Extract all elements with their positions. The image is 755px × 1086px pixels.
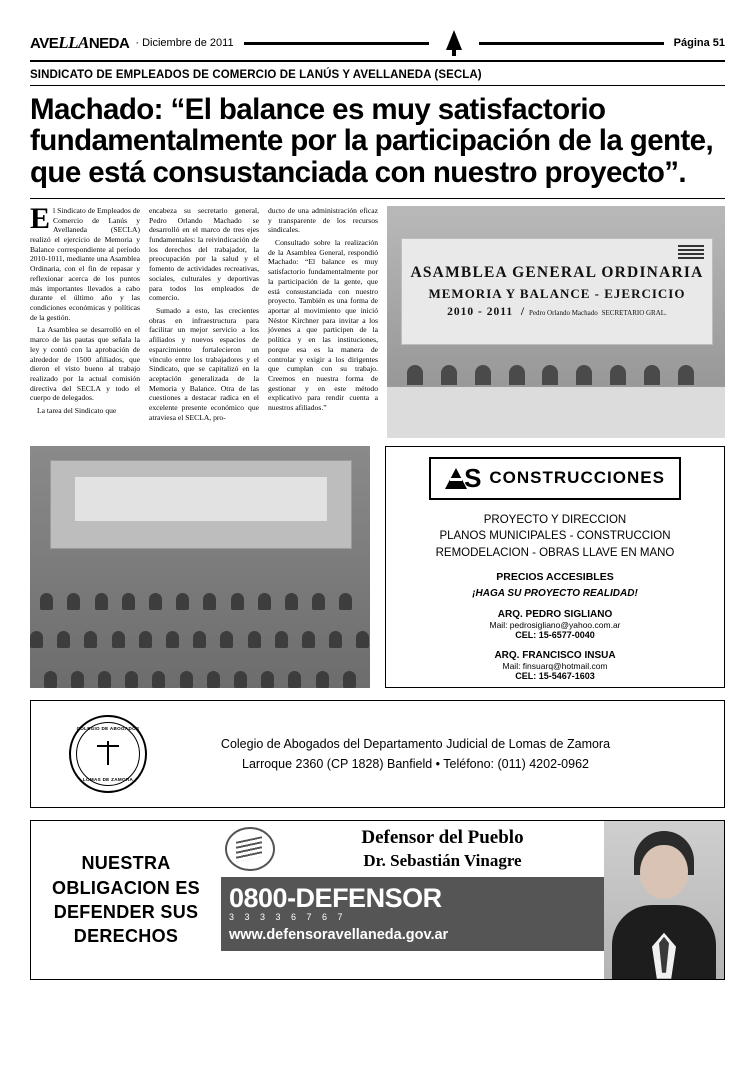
seal-bottom-text: LOMAS DE ZAMORA [82,776,134,782]
service-item: PLANOS MUNICIPALES - CONSTRUCCION [439,530,671,543]
defensor-portrait [604,821,724,979]
colegio-line-2: Larroque 2360 (CP 1828) Banfield • Teléfono: (011) 4202-0962 [242,756,589,771]
brand-word: CONSTRUCCIONES [489,468,665,488]
drop-cap: E [30,201,51,235]
defensor-phone-digits: 3 3 3 3 6 7 6 7 [229,911,347,922]
paragraph: encabeza su secretario general, Pedro Orlando Machado se desarrolló en el marco de tres ejes fundamentales: la reivindicación de los derechos del trabajador, la preocupación por la salud y el fomento de actividades recreativas, sociales, culturales y deportivas para todos los empleados de comercio. [149,205,259,303]
panel-people [387,340,725,386]
section-title: SINDICATO DE EMPLEADOS DE COMERCIO DE LANÚS Y AVELLANEDA (SECLA) [30,69,482,81]
defensor-contact-bar [221,877,604,951]
paragraph: La tarea del Sindicato que [37,406,117,416]
construcciones-logo [429,457,681,500]
logo-part2: NEDA [88,35,130,52]
masthead-rule-right [479,42,664,45]
banner-secretary: Pedro Orlando Machado [528,309,598,318]
triangle-a-icon [445,468,467,489]
column-1 [30,201,140,438]
defensor-left-slogan: NUESTRA OBLIGACION ES DEFENDER SUS DERECHOS [52,853,200,947]
text-columns [30,201,378,438]
contact-phone: CEL: 15-6577-0040 [515,629,595,640]
is-logo-icon [445,463,479,494]
assembly-banner [401,238,714,344]
contact-name: ARQ. FRANCISCO INSUA [494,649,616,661]
publication-logo [30,33,129,53]
contact-phone: CEL: 15-5467-1603 [515,670,595,681]
banner-line-1: ASAMBLEA GENERAL ORDINARIA [410,264,704,282]
defensor-phone: 0800-DEFENSOR [229,882,442,913]
page-number: Página 51 [673,37,726,49]
defensor-subtitle: Dr. Sebastián Vinagre [363,850,522,870]
service-item: REMODELACION - OBRAS LLAVE EN MANO [435,547,675,560]
contact-mail[interactable]: Mail: finsuarq@hotmail.com [502,660,608,671]
crowd-photo [30,446,370,688]
masthead [30,0,725,56]
section-divider [30,85,725,86]
banner-period: 2010 - 2011 [447,306,514,319]
ad-colegio-abogados [30,700,725,808]
slogan-text: ¡HAGA SU PROYECTO REALIDAD! [472,587,638,599]
crowd-row-3 [30,648,370,688]
column-3 [268,206,378,438]
colegio-line-1: Colegio de Abogados del Departamento Judicial de Lomas de Zamora [220,736,611,751]
crowd-row-1 [30,570,370,610]
panel-table [387,385,725,438]
article-headline: Machado: “El balance es muy satisfactorio fundamentalmente por la participación de la gente, que está consustanciada con nuestro proyecto”. [30,93,714,189]
colegio-seal-icon [69,715,147,793]
scales-of-justice-icon [95,741,121,767]
lower-content-row [30,438,725,688]
defensor-emblem-icon [225,827,275,871]
defensor-header [221,821,604,871]
colegio-text-block [147,734,724,774]
issue-date: · Diciembre de 2011 [135,37,234,49]
prices-text: PRECIOS ACCESIBLES [496,570,614,583]
christmas-tree-icon [443,30,465,56]
banner-line-2: MEMORIA Y BALANCE - EJERCICIO [428,286,686,302]
ad-construcciones [385,446,725,688]
paragraph-text: l Sindicato de Empleados de Comercio de Lanús y Avellaneda (SECLA) realizó el ejercicio de Memoria y Balance correspondiente al período 2010-1011, mediante una Asamblea Ordinaria, con el fin de repasar y reflexionar acerca de los puntos más importantes llevados a cabo durante el último año y las condiciones económicas y políticas de la gestión. [30,205,140,322]
logo-part1: AVE [30,35,59,52]
banner-line-3: 2010 - 2011 / Pedro Orlando Machado SECRETARIO GRAL. [447,306,667,319]
brand-mark-letter: S [464,462,480,493]
assembly-photo [387,206,725,438]
paragraph [30,201,140,323]
service-item: PROYECTO Y DIRECCION [483,513,627,526]
banner-secretary-role: SECRETARIO GRAL. [601,309,667,318]
column-2 [149,206,259,438]
logo-red: LLA [58,33,89,52]
header-divider [30,60,725,62]
seal-top-text: COLEGIO DE ABOGADOS [76,725,140,731]
paragraph: La Asamblea se desarrolló en el marco de las pautas que señala la ley y contó con la aprobación de alrededor de 1500 afiliados, que dieron el visto bueno al trabajo realizado por la actual comisión directiva del SECLA y todo el cuerpo de delegados. [30,325,140,403]
ad-defensor-del-pueblo [30,820,725,980]
defensor-main [221,821,604,979]
crowd-row-2 [30,608,370,648]
defensor-title: Defensor del Pueblo [361,826,524,848]
stage-area [50,460,351,549]
defensor-website[interactable]: www.defensoravellaneda.gov.ar [229,926,449,943]
defensor-titles [285,827,600,871]
banner-logo-icon [678,245,704,261]
assembly-photo-scene [387,206,725,438]
masthead-rule-left [244,42,429,45]
paragraph: Consultado sobre la realización de la Asamblea General, respondió Machado: “El balance es muy satisfactorio fundamentalmente por la participación de la gente, que está consustanciada con nuestro proyecto. También es una forma de aportar al movimiento que inició Néstor Kirchner para invitar a los jóvenes a que participen de la política y en las instituciones, porque esa es la manera de controlar y exigir a los dirigentes que cumplan con su trabajo. Creemos en nuestra forma de gestionar y en este método explicativo para rendir cuenta a nuestros afiliados.” [268,237,378,413]
contact-name: ARQ. PEDRO SIGLIANO [497,608,613,620]
article-body [30,201,725,438]
services-list [394,512,716,562]
portrait-face [640,845,688,899]
paragraph: Sumado a esto, las crecientes obras en infraestructura para facilitar un mejor servicio a los afiliados y nuevos espacios de esparcimiento fortalecieron un vínculo entre los trabajadores y el Sindicato, que se capitalizó en la aceptación generalizada de la Memoria y Balance. Otra de las cuestiones a destacar radica en el excelente presente económico que atraviesa el SECLA, pro- [149,305,259,422]
paragraph: ducto de una administración eficaz y transparente de los recursos sindicales. [268,205,378,235]
contact-mail[interactable]: Mail: pedrosigliano@yahoo.com.ar [489,619,621,630]
headline-divider [30,198,725,199]
